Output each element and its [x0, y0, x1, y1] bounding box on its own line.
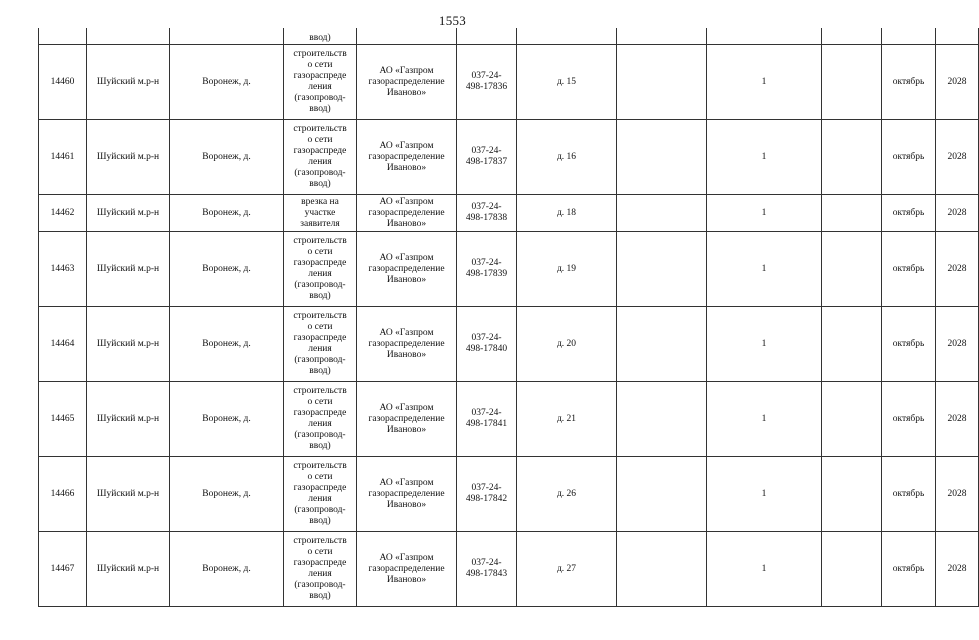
cell-year: 2028 — [936, 232, 979, 307]
cell-company-line: АО «Газпром — [379, 552, 434, 563]
cell-company-line: газораспределение — [368, 413, 445, 424]
cell-code-line: 498-17840 — [465, 344, 508, 354]
cell-purpose-line: (газопровод- — [294, 430, 346, 440]
cell-purpose-line: (газопровод- — [294, 93, 346, 103]
cell-code-line: 498-17841 — [465, 419, 508, 429]
cell-year — [936, 28, 979, 45]
cell-company-line: Иваново» — [386, 218, 427, 229]
cell-purpose-line: (газопровод- — [294, 580, 346, 590]
cell-code-line: 498-17843 — [465, 569, 508, 579]
cell-company-line: Иваново» — [386, 349, 427, 360]
cell-count: 1 — [707, 45, 822, 120]
cell-code — [457, 195, 517, 232]
cell-house: д. 21 — [517, 382, 617, 457]
cell-empty-2 — [822, 232, 882, 307]
cell-company-line: газораспределение — [368, 76, 445, 87]
cell-empty-1 — [617, 532, 707, 607]
cell-empty-2 — [822, 45, 882, 120]
cell-district: Шуйский м.р-н — [87, 307, 170, 382]
cell-purpose: ввод) — [284, 28, 357, 45]
cell-purpose-line: газораспреде — [293, 146, 347, 156]
cell-empty-2 — [822, 120, 882, 195]
cell-year: 2028 — [936, 532, 979, 607]
cell-empty-1 — [617, 45, 707, 120]
cell-empty-1 — [617, 120, 707, 195]
cell-month: октябрь — [882, 532, 936, 607]
cell-code-line: 037-24- — [471, 558, 502, 568]
cell-purpose-line: ввод) — [309, 291, 331, 301]
cell-month: октябрь — [882, 45, 936, 120]
table-row — [39, 532, 979, 607]
cell-no: 14463 — [39, 232, 87, 307]
cell-company — [357, 195, 457, 232]
cell-code-line: 037-24- — [471, 146, 502, 156]
cell-purpose-line: ввод) — [309, 179, 331, 189]
cell-empty-1 — [617, 28, 707, 45]
cell-purpose-line: (газопровод- — [294, 505, 346, 515]
page-number: 1553 — [438, 13, 467, 28]
cell-settlement — [170, 28, 284, 45]
cell-company-line: АО «Газпром — [379, 477, 434, 488]
cell-purpose-line: (газопровод- — [294, 280, 346, 290]
cell-month — [882, 28, 936, 45]
cell-purpose-line: строительств — [293, 124, 347, 134]
table-row — [39, 457, 979, 532]
cell-code-line: 498-17837 — [465, 157, 508, 167]
cell-settlement: Воронеж, д. — [170, 532, 284, 607]
cell-code-line: 498-17836 — [465, 82, 508, 92]
cell-purpose — [284, 45, 357, 120]
cell-house — [517, 28, 617, 45]
cell-purpose-line: строительств — [293, 386, 347, 396]
cell-purpose-line: ления — [308, 494, 332, 504]
cell-company-line: Иваново» — [386, 574, 427, 585]
cell-purpose-line: о сети — [307, 547, 333, 557]
cell-company-line: газораспределение — [368, 263, 445, 274]
cell-purpose-line: газораспреде — [293, 333, 347, 343]
cell-purpose-line: газораспреде — [293, 258, 347, 268]
table-row — [39, 45, 979, 120]
cell-settlement: Воронеж, д. — [170, 45, 284, 120]
cell-no: 14464 — [39, 307, 87, 382]
cell-code-line: 498-17838 — [465, 213, 508, 223]
cell-year: 2028 — [936, 120, 979, 195]
cell-district — [87, 28, 170, 45]
table-row — [39, 120, 979, 195]
cell-purpose — [284, 232, 357, 307]
cell-purpose-line: ввод) — [309, 104, 331, 114]
cell-district: Шуйский м.р-н — [87, 195, 170, 232]
cell-district: Шуйский м.р-н — [87, 457, 170, 532]
cell-purpose-line: заявителя — [300, 218, 340, 229]
cell-company — [357, 457, 457, 532]
cell-house: д. 18 — [517, 195, 617, 232]
cell-count: 1 — [707, 232, 822, 307]
cell-settlement: Воронеж, д. — [170, 382, 284, 457]
cell-no: 14461 — [39, 120, 87, 195]
cell-purpose-line: ления — [308, 157, 332, 167]
cell-purpose-line: газораспреде — [293, 408, 347, 418]
cell-code-line: 037-24- — [471, 258, 502, 268]
cell-purpose-line: строительств — [293, 236, 347, 246]
table-row — [39, 232, 979, 307]
cell-purpose-line: ввод) — [309, 366, 331, 376]
gasification-table — [38, 28, 979, 607]
cell-empty-2 — [822, 307, 882, 382]
cell-company — [357, 45, 457, 120]
cell-company — [357, 120, 457, 195]
cell-code-line: 037-24- — [471, 71, 502, 81]
cell-month: октябрь — [882, 307, 936, 382]
cell-purpose-line: о сети — [307, 247, 333, 257]
cell-purpose — [284, 457, 357, 532]
cell-no: 14465 — [39, 382, 87, 457]
cell-month: октябрь — [882, 457, 936, 532]
cell-settlement: Воронеж, д. — [170, 307, 284, 382]
cell-empty-2 — [822, 195, 882, 232]
cell-year: 2028 — [936, 45, 979, 120]
cell-company — [357, 382, 457, 457]
cell-company — [357, 28, 457, 45]
cell-purpose — [284, 307, 357, 382]
cell-purpose-line: строительств — [293, 49, 347, 59]
cell-purpose-line: о сети — [307, 322, 333, 332]
cell-company-line: Иваново» — [386, 499, 427, 510]
cell-count: 1 — [707, 382, 822, 457]
cell-house: д. 16 — [517, 120, 617, 195]
cell-purpose-line: ления — [308, 269, 332, 279]
cell-no: 14462 — [39, 195, 87, 232]
cell-purpose-line: строительств — [293, 536, 347, 546]
cell-code — [457, 532, 517, 607]
cell-purpose-line: о сети — [307, 397, 333, 407]
cell-code-line: 498-17839 — [465, 269, 508, 279]
cell-house: д. 26 — [517, 457, 617, 532]
cell-company — [357, 232, 457, 307]
cell-purpose-line: газораспреде — [293, 483, 347, 493]
cell-purpose-line: строительств — [293, 461, 347, 471]
cell-purpose-line: ления — [308, 419, 332, 429]
cell-purpose-line: о сети — [307, 60, 333, 70]
cell-count — [707, 28, 822, 45]
cell-empty-2 — [822, 382, 882, 457]
cell-empty-2 — [822, 28, 882, 45]
cell-month: октябрь — [882, 195, 936, 232]
cell-empty-1 — [617, 382, 707, 457]
cell-code — [457, 120, 517, 195]
cell-code — [457, 382, 517, 457]
cell-purpose — [284, 120, 357, 195]
cell-company-line: газораспределение — [368, 563, 445, 574]
cell-empty-2 — [822, 457, 882, 532]
gasification-table-sheet — [38, 28, 979, 607]
cell-district: Шуйский м.р-н — [87, 382, 170, 457]
cell-company-line: газораспределение — [368, 151, 445, 162]
cell-month: октябрь — [882, 232, 936, 307]
cell-purpose-line: ввод) — [309, 591, 331, 601]
cell-purpose — [284, 532, 357, 607]
cell-district: Шуйский м.р-н — [87, 232, 170, 307]
cell-purpose-line: о сети — [307, 472, 333, 482]
cell-purpose-line: строительств — [293, 311, 347, 321]
cell-code-line: 037-24- — [471, 483, 502, 493]
cell-settlement: Воронеж, д. — [170, 457, 284, 532]
cell-code-line: 498-17842 — [465, 494, 508, 504]
cell-count: 1 — [707, 532, 822, 607]
cell-house: д. 19 — [517, 232, 617, 307]
cell-year: 2028 — [936, 195, 979, 232]
cell-settlement: Воронеж, д. — [170, 195, 284, 232]
cell-purpose-line: ления — [308, 344, 332, 354]
cell-company — [357, 307, 457, 382]
cell-company-line: АО «Газпром — [379, 65, 434, 76]
cell-code — [457, 232, 517, 307]
cell-year: 2028 — [936, 307, 979, 382]
cell-purpose — [284, 382, 357, 457]
cell-code — [457, 28, 517, 45]
cell-company-line: Иваново» — [386, 274, 427, 285]
table-row — [39, 382, 979, 457]
cell-company-line: АО «Газпром — [379, 196, 434, 207]
cell-empty-2 — [822, 532, 882, 607]
cell-settlement: Воронеж, д. — [170, 232, 284, 307]
cell-company-line: газораспределение — [368, 207, 445, 218]
table-row — [39, 195, 979, 232]
cell-settlement: Воронеж, д. — [170, 120, 284, 195]
cell-house: д. 20 — [517, 307, 617, 382]
cell-company — [357, 532, 457, 607]
cell-year: 2028 — [936, 457, 979, 532]
cell-count: 1 — [707, 195, 822, 232]
cell-month: октябрь — [882, 120, 936, 195]
cell-purpose-line: врезка на — [301, 196, 339, 207]
cell-company-line: Иваново» — [386, 424, 427, 435]
cell-empty-1 — [617, 232, 707, 307]
cell-no: 14467 — [39, 532, 87, 607]
cell-purpose-line: ления — [308, 82, 332, 92]
cell-year: 2028 — [936, 382, 979, 457]
cell-purpose — [284, 195, 357, 232]
continuation-row — [39, 28, 979, 45]
cell-house: д. 15 — [517, 45, 617, 120]
cell-district: Шуйский м.р-н — [87, 120, 170, 195]
cell-empty-1 — [617, 307, 707, 382]
cell-empty-1 — [617, 195, 707, 232]
cell-purpose-line: газораспреде — [293, 558, 347, 568]
cell-company-line: АО «Газпром — [379, 402, 434, 413]
cell-company-line: АО «Газпром — [379, 140, 434, 151]
cell-code-line: 037-24- — [471, 408, 502, 418]
cell-count: 1 — [707, 457, 822, 532]
cell-district: Шуйский м.р-н — [87, 45, 170, 120]
cell-company-line: АО «Газпром — [379, 327, 434, 338]
table-body — [39, 28, 979, 607]
cell-company-line: АО «Газпром — [379, 252, 434, 263]
cell-code — [457, 45, 517, 120]
cell-purpose-line: (газопровод- — [294, 168, 346, 178]
cell-company-line: газораспределение — [368, 488, 445, 499]
cell-month: октябрь — [882, 382, 936, 457]
cell-empty-1 — [617, 457, 707, 532]
cell-purpose-line: ввод) — [309, 441, 331, 451]
cell-district: Шуйский м.р-н — [87, 532, 170, 607]
cell-company-line: Иваново» — [386, 87, 427, 98]
cell-code — [457, 307, 517, 382]
cell-code — [457, 457, 517, 532]
cell-count: 1 — [707, 120, 822, 195]
cell-purpose-line: ления — [308, 569, 332, 579]
cell-no — [39, 28, 87, 45]
cell-count: 1 — [707, 307, 822, 382]
cell-purpose-line: ввод) — [309, 516, 331, 526]
cell-no: 14460 — [39, 45, 87, 120]
cell-company-line: Иваново» — [386, 162, 427, 173]
cell-company-line: газораспределение — [368, 338, 445, 349]
cell-code-line: 037-24- — [471, 333, 502, 343]
table-row — [39, 307, 979, 382]
cell-house: д. 27 — [517, 532, 617, 607]
cell-purpose-line: (газопровод- — [294, 355, 346, 365]
cell-purpose-line: о сети — [307, 135, 333, 145]
cell-purpose-line: участке — [304, 207, 336, 218]
cell-code-line: 037-24- — [471, 202, 502, 212]
cell-no: 14466 — [39, 457, 87, 532]
cell-purpose-line: газораспреде — [293, 71, 347, 81]
